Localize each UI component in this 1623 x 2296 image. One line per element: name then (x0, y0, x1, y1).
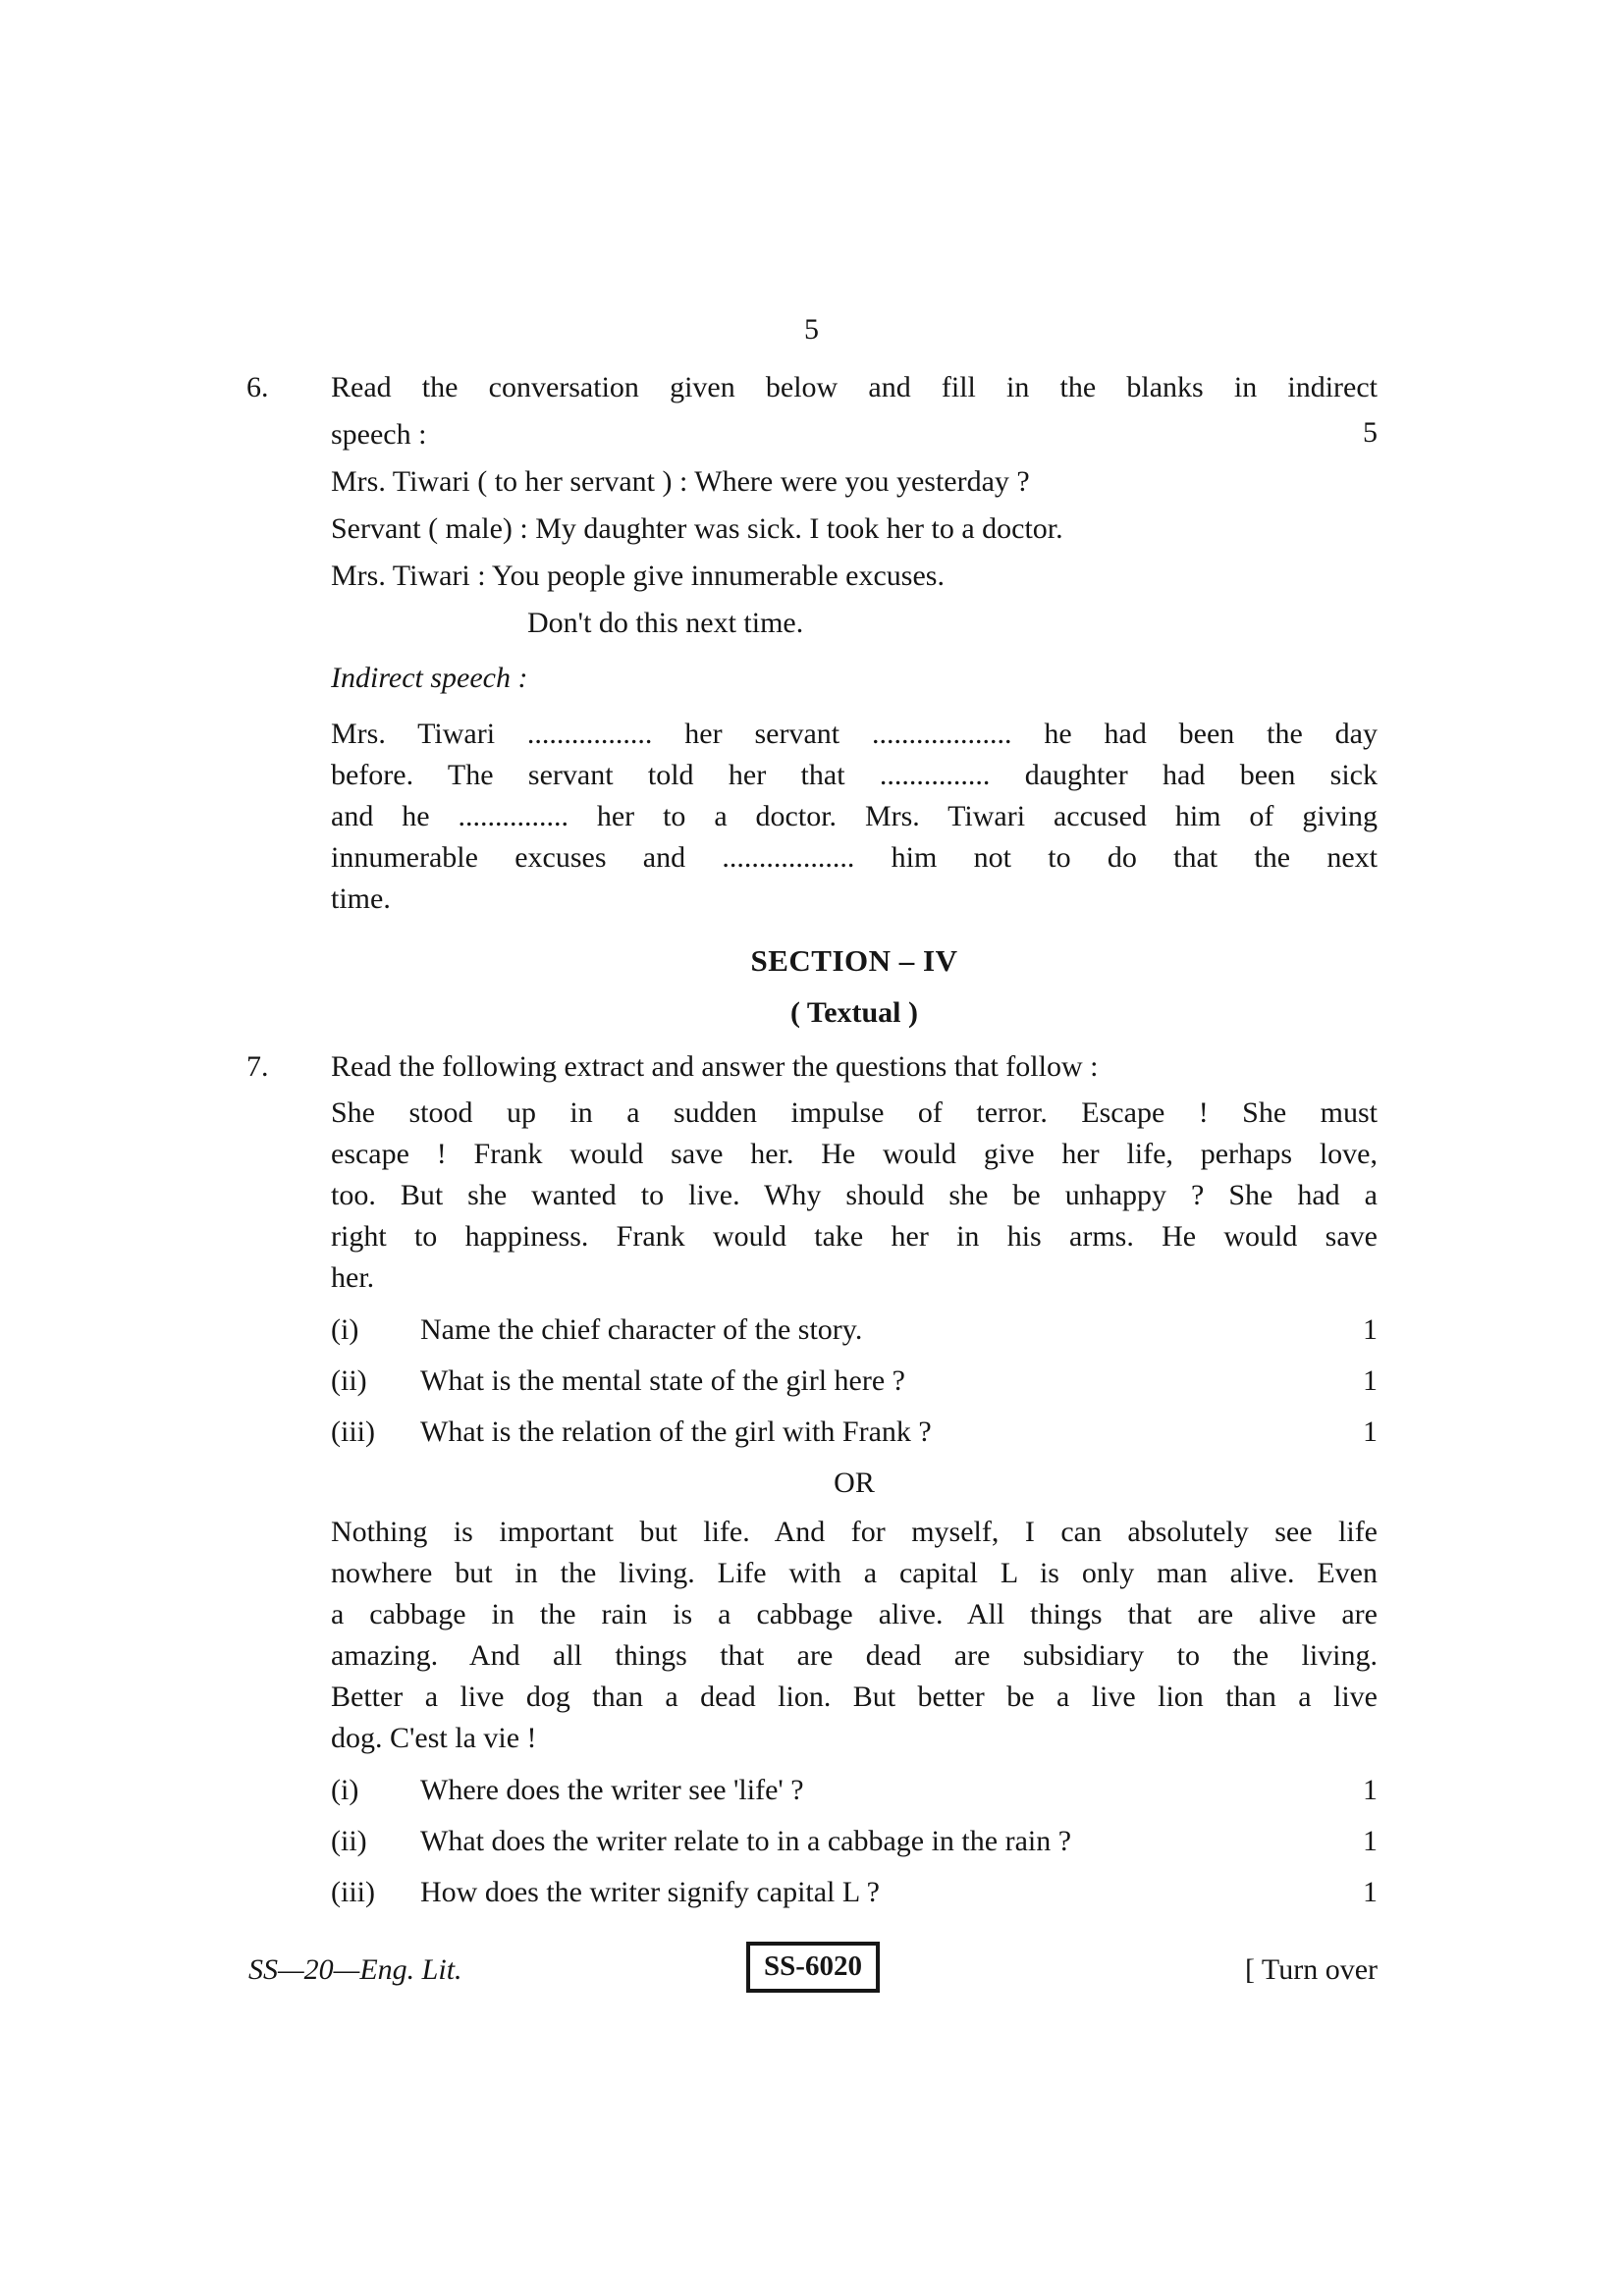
subquestion-number: (ii) (331, 1364, 367, 1397)
indirect-speech-paragraph (331, 714, 1378, 920)
subquestion-row (331, 1361, 1378, 1402)
paragraph-line: escape ! Frank would save her. He would give her life, perhaps love, (331, 1138, 1378, 1170)
paragraph-line: before. The servant told her that ............... daughter had been sick (331, 759, 1378, 791)
subquestion-text: Where does the writer see 'life' ? (420, 1774, 804, 1806)
subquestion-row (331, 1412, 1378, 1453)
paragraph-line: dog. C'est la vie ! (331, 1722, 537, 1754)
subquestions-extract-1 (331, 1309, 1378, 1453)
subquestion-text: What is the mental state of the girl here ? (420, 1364, 905, 1397)
extract-2 (331, 1512, 1378, 1759)
paper-code-left: SS—20—Eng. Lit. (248, 1953, 462, 1986)
subquestion-number: (i) (331, 1774, 359, 1806)
paragraph-line: Better a live dog than a dead lion. But better be a live lion than a live (331, 1681, 1378, 1713)
question-6-prompt-line: speech : (331, 418, 427, 451)
question-7-number: 7. (246, 1050, 269, 1083)
paragraph-line: her. (331, 1261, 375, 1294)
subquestions-extract-2 (331, 1770, 1378, 1913)
subquestion-row (331, 1872, 1378, 1913)
paragraph-line: Nothing is important but life. And for myself, I can absolutely see life (331, 1516, 1378, 1548)
subquestion-number: (ii) (331, 1825, 367, 1857)
subquestion-number: (iii) (331, 1876, 375, 1908)
subquestion-text: Name the chief character of the story. (420, 1313, 863, 1346)
section-heading: SECTION – IV (750, 943, 958, 978)
question-6 (246, 364, 1378, 920)
question-6-marks: 5 (1363, 416, 1378, 449)
dialogue-line: Don't do this next time. (527, 607, 804, 639)
question-7-prompt: Read the following extract and answer the questions that follow : (331, 1050, 1099, 1083)
subquestion-row (331, 1309, 1378, 1351)
subquestion-marks: 1 (1363, 1774, 1378, 1806)
paragraph-line: too. But she wanted to live. Why should she be unhappy ? She had a (331, 1179, 1378, 1211)
turn-over-label: [ Turn over (1244, 1953, 1378, 1986)
dialogue-line: Mrs. Tiwari ( to her servant ) : Where were you yesterday ? (331, 465, 1030, 498)
paragraph-line: Mrs. Tiwari ................. her servant ................... he had been the day (331, 718, 1378, 750)
subquestion-marks: 1 (1363, 1876, 1378, 1908)
paragraph-line: She stood up in a sudden impulse of terror. Escape ! She must (331, 1096, 1378, 1129)
page-content (246, 0, 1378, 1913)
section-subheading: ( Textual ) (789, 996, 919, 1029)
paragraph-line: amazing. And all things that are dead are subsidiary to the living. (331, 1639, 1378, 1672)
page-footer (248, 1942, 1378, 1997)
question-6-number: 6. (246, 371, 269, 403)
subquestion-marks: 1 (1363, 1825, 1378, 1857)
or-divider: OR (834, 1467, 875, 1499)
subquestion-row (331, 1770, 1378, 1811)
subquestion-text: How does the writer signify capital L ? (420, 1876, 880, 1908)
subquestion-marks: 1 (1363, 1364, 1378, 1397)
question-7 (246, 1043, 1378, 1913)
paragraph-line: a cabbage in the rain is a cabbage alive. All things that are alive are (331, 1598, 1378, 1630)
subquestion-row (331, 1821, 1378, 1862)
indirect-speech-label: Indirect speech : (331, 662, 528, 694)
subquestion-marks: 1 (1363, 1415, 1378, 1448)
subquestion-marks: 1 (1363, 1313, 1378, 1346)
subquestion-text: What does the writer relate to in a cabbage in the rain ? (420, 1825, 1072, 1857)
paper-code-box: SS-6020 (746, 1942, 880, 1993)
extract-1 (331, 1093, 1378, 1299)
subquestion-text: What is the relation of the girl with Frank ? (420, 1415, 932, 1448)
question-6-prompt-line: Read the conversation given below and fill in the blanks in indirect (331, 371, 1378, 403)
question-6-prompt (331, 364, 1378, 458)
subquestion-number: (i) (331, 1313, 359, 1346)
paragraph-line: and he ............... her to a doctor. Mrs. Tiwari accused him of giving (331, 800, 1378, 832)
paragraph-line: time. (331, 882, 391, 915)
paragraph-line: nowhere but in the living. Life with a capital L is only man alive. Even (331, 1557, 1378, 1589)
dialogue-line: Mrs. Tiwari : You people give innumerable excuses. (331, 560, 945, 592)
paragraph-line: innumerable excuses and .................. him not to do that the next (331, 841, 1378, 874)
question-6-dialogue (331, 458, 1378, 647)
subquestion-number: (iii) (331, 1415, 375, 1448)
dialogue-line: Servant ( male) : My daughter was sick. I took her to a doctor. (331, 512, 1063, 545)
page-number: 5 (804, 313, 819, 346)
paragraph-line: right to happiness. Frank would take her in his arms. He would save (331, 1220, 1378, 1253)
